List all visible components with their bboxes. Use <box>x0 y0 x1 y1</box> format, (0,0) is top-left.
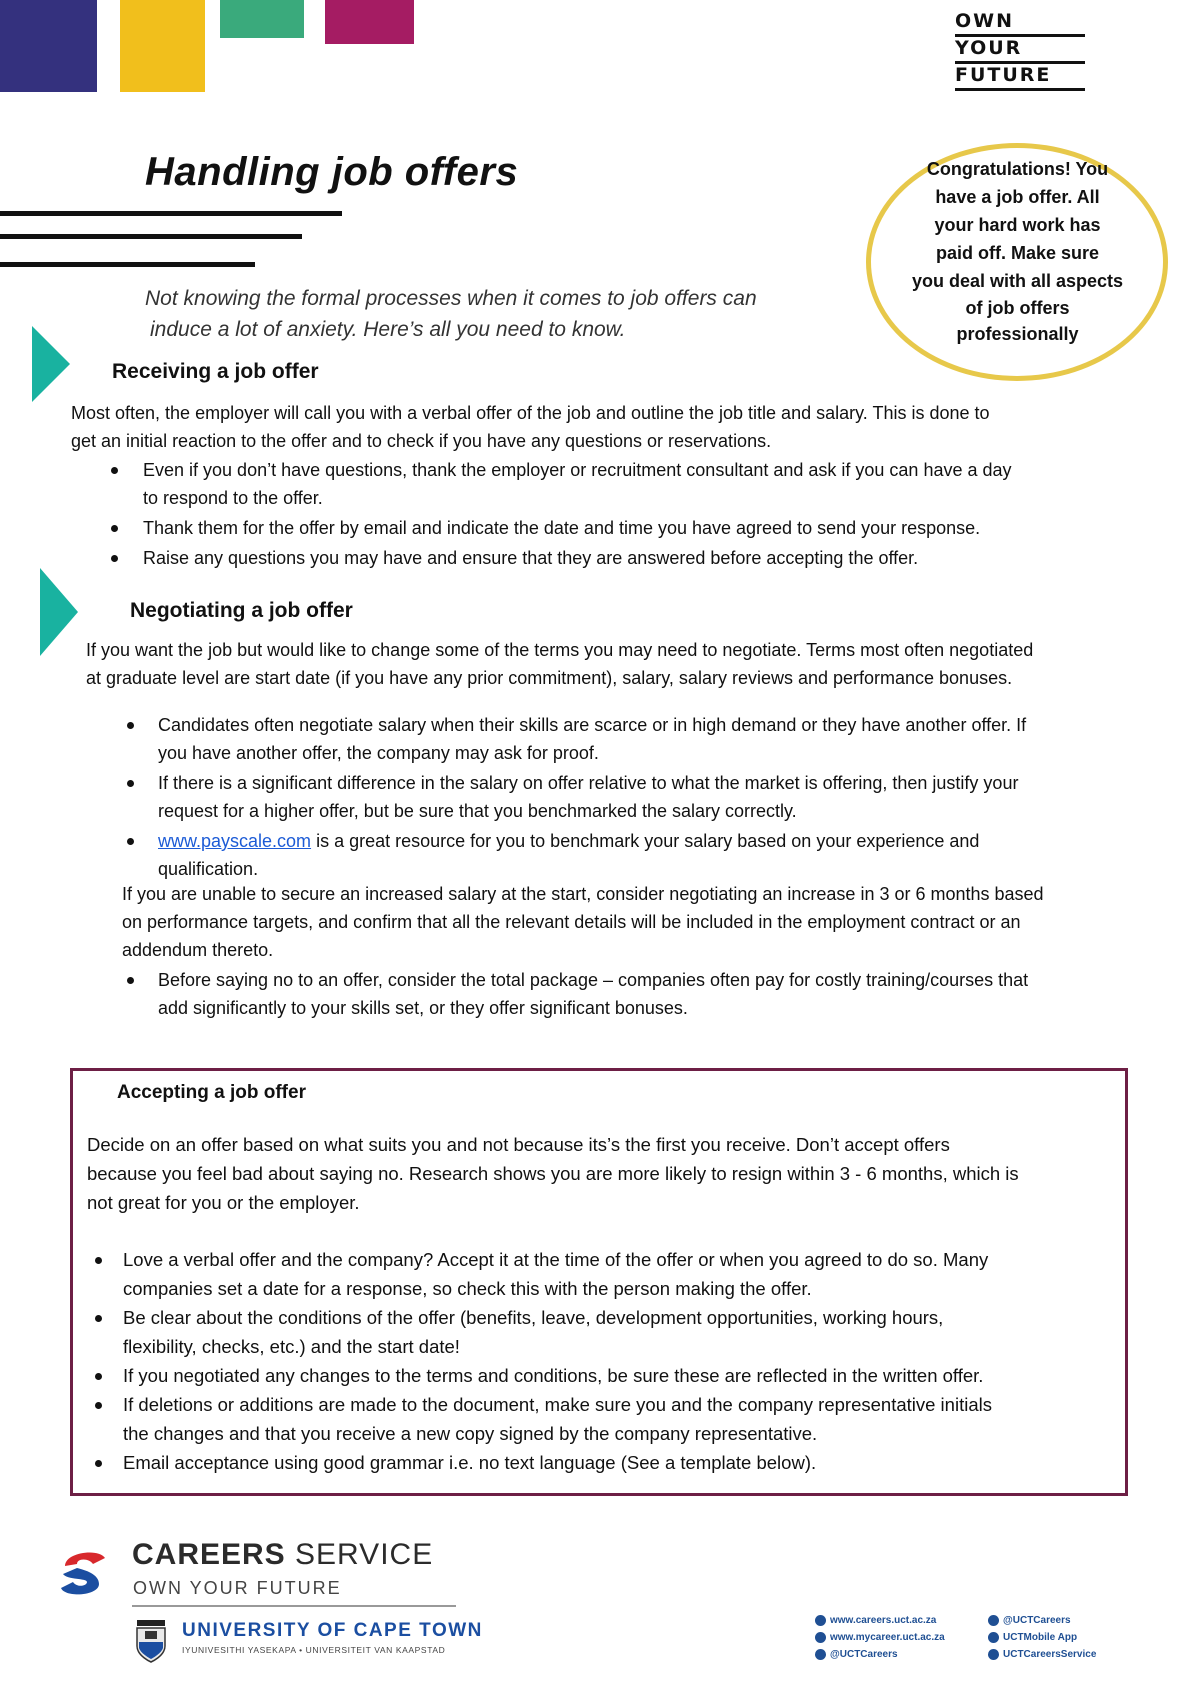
text-line: Thank them for the offer by email and indicate the date and time you have agreed to send your response. <box>143 518 981 538</box>
title-rule-1 <box>0 211 342 216</box>
uct-crest-icon <box>133 1618 169 1664</box>
bullet-icon <box>95 1315 102 1322</box>
text-line: request for a higher offer, but be sure that you benchmarked the salary correctly. <box>158 801 797 821</box>
facebook-icon <box>988 1649 999 1660</box>
intro-text <box>145 283 825 345</box>
text-line: Decide on an offer based on what suits you and not because its’s the first you receive. Don’t accept offers <box>87 1134 950 1155</box>
mark-word-own: OWN <box>955 10 1015 32</box>
bullet-icon <box>111 555 118 562</box>
text-line: add significantly to your skills set, or they offer significant bonuses. <box>158 998 688 1018</box>
list-item <box>143 456 1123 512</box>
text-line: Love a verbal offer and the company? Accept it at the time of the offer or when you agreed to do so. Many <box>123 1249 989 1270</box>
list-item <box>143 544 1123 572</box>
text-line: you have another offer, the company may ask for proof. <box>158 743 599 763</box>
list-item <box>158 711 1128 767</box>
text-line: get an initial reaction to the offer and to check if you have any questions or reservations. <box>71 431 772 451</box>
text-line: Most often, the employer will call you with a verbal offer of the job and outline the job title and salary. This is done to <box>71 403 990 423</box>
text-line: If you want the job but would like to change some of the terms you may need to negotiate. Terms most often negotiated <box>86 640 1034 660</box>
footer-divider <box>132 1605 456 1607</box>
mobile-app-icon <box>988 1632 999 1643</box>
list-item <box>123 1448 1113 1477</box>
text-line: the changes and that you receive a new copy signed by the company representative. <box>123 1423 818 1444</box>
twitter-icon <box>815 1649 826 1660</box>
text-line: Even if you don’t have questions, thank the employer or recruitment consultant and ask if you can have a day <box>143 460 1012 480</box>
mark-line <box>955 88 1085 91</box>
contact-link[interactable] <box>988 1646 1096 1663</box>
brand-block-magenta <box>325 0 414 44</box>
contacts-right <box>988 1612 1096 1663</box>
accepting-paragraph <box>87 1130 1117 1217</box>
text-line: Before saying no to an offer, consider the total package – companies often pay for costly training/courses that <box>158 970 1029 990</box>
bullet-icon <box>95 1373 102 1380</box>
negotiating-paragraph <box>86 636 1146 692</box>
callout-line: professionally <box>956 324 1079 344</box>
callout-line: have a job offer. All <box>935 187 1100 207</box>
careers-tagline: OWN YOUR FUTURE <box>133 1578 342 1598</box>
careers-service-logo-icon <box>55 1544 111 1600</box>
receiving-bullets <box>143 456 1123 572</box>
intro-line: Not knowing the formal processes when it comes to job offers can <box>145 287 757 310</box>
list-item <box>158 827 1128 883</box>
text-line: If you are unable to secure an increased salary at the start, consider negotiating an increase in 3 or 6 months based <box>122 884 1044 904</box>
receiving-paragraph <box>71 399 1131 455</box>
careers-service-wordmark <box>132 1538 433 1572</box>
negotiating-heading: Negotiating a job offer <box>130 599 353 622</box>
mark-word-your: YOUR <box>955 37 1023 59</box>
text-line: flexibility, checks, etc.) and the start date! <box>123 1336 460 1357</box>
bullet-icon <box>95 1402 102 1409</box>
text-line: addendum thereto. <box>122 940 274 960</box>
brand-block-yellow <box>120 0 205 92</box>
section-arrow-icon <box>32 326 70 402</box>
receiving-heading: Receiving a job offer <box>112 360 319 383</box>
contact-text: UCTCareersService <box>1003 1649 1097 1660</box>
callout-line: paid off. Make sure <box>935 243 1100 263</box>
text-line: If deletions or additions are made to the document, make sure you and the company representative initials <box>123 1394 992 1415</box>
bullet-icon <box>127 838 134 845</box>
list-item <box>123 1303 1113 1361</box>
list-item <box>123 1390 1113 1448</box>
brand-block-green <box>220 0 304 38</box>
bullet-icon <box>95 1257 102 1264</box>
list-item <box>143 514 1123 542</box>
bullet-icon <box>111 467 118 474</box>
text-line: at graduate level are start date (if you have any prior commitment), salary, salary reviews and performance bonuses. <box>86 668 1013 688</box>
title-rule-3 <box>0 262 255 267</box>
text-line: Candidates often negotiate salary when their skills are scarce or in high demand or they have another offer. If <box>158 715 1027 735</box>
payscale-link[interactable]: www.payscale.com <box>158 831 312 851</box>
negotiating-bullets <box>158 711 1128 883</box>
brand-block-navy <box>0 0 97 92</box>
list-item <box>123 1245 1113 1303</box>
text-line: because you feel bad about saying no. Research shows you are more likely to resign within 3 - 6 months, which is <box>87 1163 1019 1184</box>
callout-line: your hard work has <box>934 215 1101 235</box>
bullet-icon <box>127 977 134 984</box>
text-line: If there is a significant difference in the salary on offer relative to what the market is offering, then justify your <box>158 773 1019 793</box>
text-line: companies set a date for a response, so check this with the person making the offer. <box>123 1278 812 1299</box>
mark-word-future: FUTURE <box>955 64 1052 86</box>
callout-text <box>900 155 1135 347</box>
contact-text: UCTMobile App <box>1003 1632 1078 1643</box>
careers-word: CAREERS <box>132 1538 286 1571</box>
text-line: to respond to the offer. <box>143 488 323 508</box>
intro-line: induce a lot of anxiety. Here’s all you need to know. <box>150 318 626 341</box>
callout-line: Congratulations! You <box>926 159 1109 179</box>
university-subtitle: IYUNIVESITHI YASEKAPA • UNIVERSITEIT VAN KAAPSTAD <box>182 1645 446 1655</box>
contacts-left <box>815 1612 945 1663</box>
text-line <box>158 827 1128 855</box>
text-line: not great for you or the employer. <box>87 1192 360 1213</box>
contact-text: @UCTCareers <box>1003 1615 1071 1626</box>
contact-link[interactable] <box>815 1612 945 1629</box>
bullet-icon <box>111 525 118 532</box>
accepting-heading: Accepting a job offer <box>117 1082 306 1103</box>
callout-line: of job offers <box>965 298 1070 318</box>
contact-text: www.mycareer.uct.ac.za <box>830 1632 945 1643</box>
contact-text: @UCTCareers <box>830 1649 898 1660</box>
accepting-bullets <box>123 1245 1113 1477</box>
contact-text: www.careers.uct.ac.za <box>830 1615 937 1626</box>
bullet-icon <box>127 780 134 787</box>
text-line: qualification. <box>158 859 259 879</box>
page-title: Handling job offers <box>145 150 519 194</box>
contact-link[interactable] <box>815 1646 945 1663</box>
negotiating-paragraph-2 <box>122 880 1132 964</box>
text-line: Be clear about the conditions of the offer (benefits, leave, development opportunities, working hours, <box>123 1307 944 1328</box>
instagram-icon <box>988 1615 999 1626</box>
text-line: Email acceptance using good grammar i.e. no text language (See a template below). <box>123 1452 817 1473</box>
own-your-future-mark <box>955 10 1085 91</box>
title-rule-2 <box>0 234 302 239</box>
globe-icon <box>815 1615 826 1626</box>
callout-line: you deal with all aspects <box>911 271 1124 291</box>
globe-icon <box>815 1632 826 1643</box>
service-word: SERVICE <box>285 1538 434 1571</box>
list-item <box>158 966 1128 1022</box>
bullet-icon <box>95 1460 102 1467</box>
contact-link[interactable] <box>988 1629 1096 1646</box>
list-item <box>123 1361 1113 1390</box>
negotiating-bullets-2 <box>158 966 1128 1022</box>
list-item <box>158 769 1128 825</box>
bullet-icon <box>127 722 134 729</box>
section-arrow-icon <box>40 568 78 656</box>
contact-link[interactable] <box>815 1629 945 1646</box>
contact-link[interactable] <box>988 1612 1096 1629</box>
text-line: If you negotiated any changes to the terms and conditions, be sure these are reflected in the written offer. <box>123 1365 984 1386</box>
text-line: Raise any questions you may have and ensure that they are answered before accepting the offer. <box>143 548 919 568</box>
university-name: UNIVERSITY OF CAPE TOWN <box>182 1620 483 1641</box>
text-line: on performance targets, and confirm that all the relevant details will be included in the employment contract or an <box>122 912 1021 932</box>
link-line-rest: is a great resource for you to benchmark your salary based on your experience and <box>311 831 980 851</box>
